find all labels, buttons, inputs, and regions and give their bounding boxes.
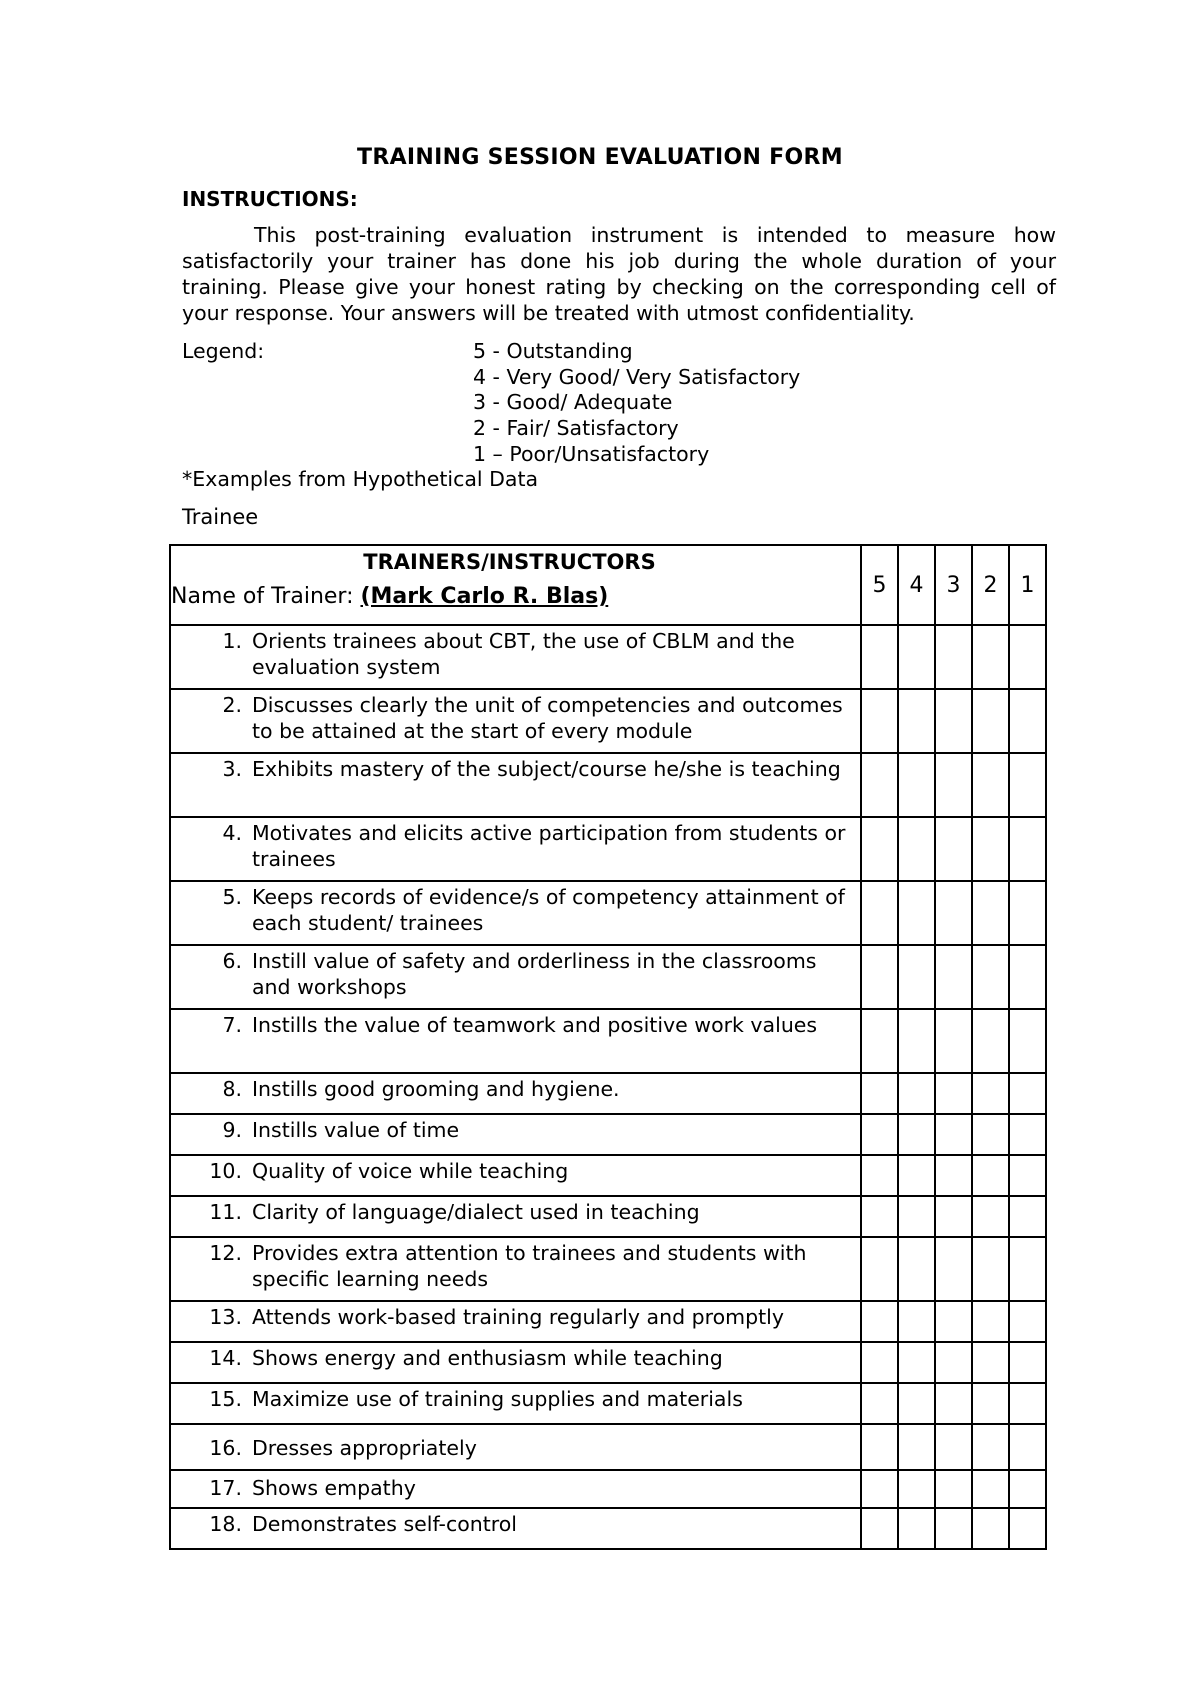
table-row [170,1073,1046,1114]
item-content [171,1384,860,1412]
rating-cell-2[interactable] [972,1009,1009,1073]
rating-cell-2[interactable] [972,817,1009,881]
item-cell [170,1073,861,1114]
rating-cell-1[interactable] [1009,753,1046,817]
table-row [170,1424,1046,1470]
item-number: 15. [209,1387,242,1411]
item-content [171,818,860,872]
item-number: 2. [222,693,242,717]
item-number: 10. [209,1159,242,1183]
rating-cell-3[interactable] [935,1508,972,1549]
table-row [170,1114,1046,1155]
rating-cell-1[interactable] [1009,1155,1046,1196]
item-number: 12. [209,1241,242,1265]
legend-item-5: 5 - Outstanding [473,339,633,363]
rating-cell-3[interactable] [935,1114,972,1155]
item-text: Discusses clearly the unit of competencies and outcomes to be attained at the start of every module [252,693,843,743]
item-text: Shows empathy [252,1476,416,1500]
table-header-cell [170,545,861,625]
rating-cell-4[interactable] [898,1073,935,1114]
trainer-name-line [171,584,860,609]
item-cell [170,1424,861,1470]
rating-cell-5[interactable] [861,1301,898,1342]
rating-cell-2[interactable] [972,1155,1009,1196]
rating-cell-4[interactable] [898,817,935,881]
item-cell [170,625,861,689]
table-row [170,1009,1046,1073]
rating-cell-2[interactable] [972,1424,1009,1470]
item-content [171,1156,860,1184]
rating-cell-5[interactable] [861,1196,898,1237]
item-number: 6. [222,949,242,973]
rating-cell-3[interactable] [935,881,972,945]
item-content [171,882,860,936]
rating-cell-5[interactable] [861,1342,898,1383]
rating-cell-4[interactable] [898,1470,935,1508]
table-row [170,1155,1046,1196]
rating-cell-4[interactable] [898,1342,935,1383]
rating-cell-1[interactable] [1009,1301,1046,1342]
item-content [171,1115,860,1143]
rating-cell-5[interactable] [861,625,898,689]
table-row [170,1237,1046,1301]
rating-cell-2[interactable] [972,1342,1009,1383]
rating-cell-2[interactable] [972,689,1009,753]
rating-cell-2[interactable] [972,1470,1009,1508]
rating-cell-5[interactable] [861,945,898,1009]
item-number: 18. [209,1512,242,1536]
rating-cell-4[interactable] [898,881,935,945]
rating-cell-3[interactable] [935,625,972,689]
item-cell [170,1009,861,1073]
item-cell [170,1508,861,1549]
rating-cell-1[interactable] [1009,1114,1046,1155]
rating-cell-3[interactable] [935,1301,972,1342]
rating-cell-5[interactable] [861,1155,898,1196]
item-text: Exhibits mastery of the subject/course he/she is teaching [252,757,841,781]
item-number: 7. [222,1013,242,1037]
item-text: Quality of voice while teaching [252,1159,569,1183]
item-text: Demonstrates self-control [252,1512,517,1536]
rating-cell-2[interactable] [972,1114,1009,1155]
rating-cell-3[interactable] [935,817,972,881]
rating-cell-5[interactable] [861,1470,898,1508]
rating-cell-5[interactable] [861,881,898,945]
legend-item-3: 3 - Good/ Adequate [473,390,673,415]
rating-cell-1[interactable] [1009,1470,1046,1508]
rating-cell-3[interactable] [935,1383,972,1424]
rating-cell-4[interactable] [898,1155,935,1196]
rating-cell-4[interactable] [898,1301,935,1342]
item-text: Instills good grooming and hygiene. [252,1077,620,1101]
rating-cell-2[interactable] [972,1237,1009,1301]
item-content [171,1238,860,1292]
item-cell [170,817,861,881]
item-text: Orients trainees about CBT, the use of CBLM and the evaluation system [252,629,795,679]
item-text: Maximize use of training supplies and materials [252,1387,743,1411]
item-cell [170,945,861,1009]
trainers-heading: TRAINERS/INSTRUCTORS [363,550,656,574]
item-text: Clarity of language/dialect used in teaching [252,1200,700,1224]
rating-cell-1[interactable] [1009,817,1046,881]
rating-cell-3[interactable] [935,1196,972,1237]
rating-cell-4[interactable] [898,753,935,817]
item-content [171,754,860,782]
rating-cell-4[interactable] [898,689,935,753]
item-number: 4. [222,821,242,845]
rating-cell-2[interactable] [972,1073,1009,1114]
table-row [170,817,1046,881]
rating-cell-5[interactable] [861,753,898,817]
legend-item-4: 4 - Very Good/ Very Satisfactory [473,364,801,389]
rating-cell-1[interactable] [1009,1508,1046,1549]
trainer-name-label: Name of Trainer: [171,584,361,609]
item-text: Shows energy and enthusiasm while teaching [252,1346,723,1370]
item-text: Instill value of safety and orderliness in the classrooms and workshops [252,949,817,999]
instructions-heading: INSTRUCTIONS: [182,187,358,211]
rating-header-1: 1 [1009,545,1046,625]
rating-cell-3[interactable] [935,1073,972,1114]
table-row [170,753,1046,817]
table-row [170,689,1046,753]
evaluation-table [169,544,1047,1550]
legend-item-2: 2 - Fair/ Satisfactory [473,416,679,441]
rating-cell-4[interactable] [898,1196,935,1237]
rating-cell-3[interactable] [935,1342,972,1383]
trainee-label: Trainee [182,505,259,529]
rating-cell-2[interactable] [972,1508,1009,1549]
rating-cell-2[interactable] [972,1301,1009,1342]
table-row [170,1508,1046,1549]
rating-cell-5[interactable] [861,1237,898,1301]
item-number: 16. [209,1436,242,1460]
rating-cell-1[interactable] [1009,1196,1046,1237]
item-content [171,1343,860,1371]
item-cell [170,1196,861,1237]
table-row [170,1383,1046,1424]
table-row [170,1342,1046,1383]
item-number: 3. [222,757,242,781]
rating-cell-2[interactable] [972,945,1009,1009]
item-text: Keeps records of evidence/s of competency attainment of each student/ trainees [252,885,845,935]
rating-cell-1[interactable] [1009,625,1046,689]
item-number: 11. [209,1200,242,1224]
item-cell [170,1383,861,1424]
item-cell [170,1155,861,1196]
item-number: 9. [222,1118,242,1142]
rating-cell-5[interactable] [861,1383,898,1424]
rating-cell-2[interactable] [972,1196,1009,1237]
table-row [170,1196,1046,1237]
item-text: Provides extra attention to trainees and students with specific learning needs [252,1241,807,1291]
table-row [170,945,1046,1009]
evaluation-items [170,625,1046,1549]
rating-cell-3[interactable] [935,1424,972,1470]
rating-cell-1[interactable] [1009,689,1046,753]
item-number: 14. [209,1346,242,1370]
rating-cell-3[interactable] [935,1155,972,1196]
legend-list [473,339,800,468]
item-cell [170,689,861,753]
rating-header-4: 4 [898,545,935,625]
rating-cell-1[interactable] [1009,1342,1046,1383]
item-cell [170,753,861,817]
rating-cell-5[interactable] [861,1508,898,1549]
item-number: 17. [209,1476,242,1500]
rating-cell-5[interactable] [861,1424,898,1470]
rating-cell-1[interactable] [1009,1424,1046,1470]
item-content [171,1010,860,1038]
rating-cell-4[interactable] [898,1009,935,1073]
rating-cell-2[interactable] [972,1383,1009,1424]
item-cell [170,1342,861,1383]
rating-cell-3[interactable] [935,1009,972,1073]
item-cell [170,1114,861,1155]
item-text: Instills value of time [252,1118,460,1142]
item-text: Dresses appropriately [252,1436,477,1460]
rating-cell-2[interactable] [972,881,1009,945]
rating-cell-4[interactable] [898,945,935,1009]
item-content [171,1471,860,1501]
rating-cell-4[interactable] [898,1114,935,1155]
rating-cell-3[interactable] [935,689,972,753]
legend-item-1: 1 – Poor/Unsatisfactory [473,441,710,466]
legend-label: Legend: [182,339,265,363]
rating-cell-3[interactable] [935,945,972,1009]
form-title: TRAINING SESSION EVALUATION FORM [357,145,843,170]
item-content [171,1197,860,1225]
item-text: Instills the value of teamwork and positive work values [252,1013,818,1037]
rating-header-5: 5 [861,545,898,625]
rating-cell-5[interactable] [861,1114,898,1155]
item-cell [170,1301,861,1342]
hypothetical-data-note: *Examples from Hypothetical Data [182,467,539,491]
item-number: 5. [222,885,242,909]
item-text: Motivates and elicits active participation from students or trainees [252,821,846,871]
item-content [171,1509,860,1537]
rating-cell-3[interactable] [935,1237,972,1301]
item-number: 1. [222,629,242,653]
item-number: 8. [222,1077,242,1101]
rating-cell-4[interactable] [898,1383,935,1424]
item-number: 13. [209,1305,242,1329]
rating-cell-2[interactable] [972,625,1009,689]
item-cell [170,1470,861,1508]
rating-cell-1[interactable] [1009,1073,1046,1114]
rating-cell-1[interactable] [1009,945,1046,1009]
rating-header-3: 3 [935,545,972,625]
rating-header-2: 2 [972,545,1009,625]
item-cell [170,881,861,945]
item-content [171,1074,860,1102]
table-row [170,881,1046,945]
item-content [171,626,860,680]
item-text: Attends work-based training regularly and promptly [252,1305,784,1329]
instructions-text: This post-training evaluation instrument is intended to measure how satisfactorily your trainer has done his job during the whole duration of your training. Please give your honest rating by checking on the corresponding cell of your response. Your answers will be treated with utmost confidentiality. [182,223,1056,325]
item-content [171,1425,860,1461]
rating-cell-5[interactable] [861,689,898,753]
rating-cell-5[interactable] [861,1073,898,1114]
table-row [170,625,1046,689]
rating-cell-4[interactable] [898,1424,935,1470]
item-content [171,946,860,1000]
rating-cell-1[interactable] [1009,1237,1046,1301]
rating-cell-3[interactable] [935,1470,972,1508]
rating-cell-5[interactable] [861,817,898,881]
rating-cell-1[interactable] [1009,1383,1046,1424]
rating-cell-4[interactable] [898,1237,935,1301]
rating-cell-4[interactable] [898,1508,935,1549]
rating-cell-3[interactable] [935,753,972,817]
rating-cell-5[interactable] [861,1009,898,1073]
rating-cell-1[interactable] [1009,881,1046,945]
rating-cell-4[interactable] [898,625,935,689]
trainer-name: (Mark Carlo R. Blas) [360,584,609,609]
item-cell [170,1237,861,1301]
item-content [171,1302,860,1330]
table-row [170,1470,1046,1508]
table-row [170,1301,1046,1342]
rating-cell-1[interactable] [1009,1009,1046,1073]
rating-cell-2[interactable] [972,753,1009,817]
item-content [171,690,860,744]
